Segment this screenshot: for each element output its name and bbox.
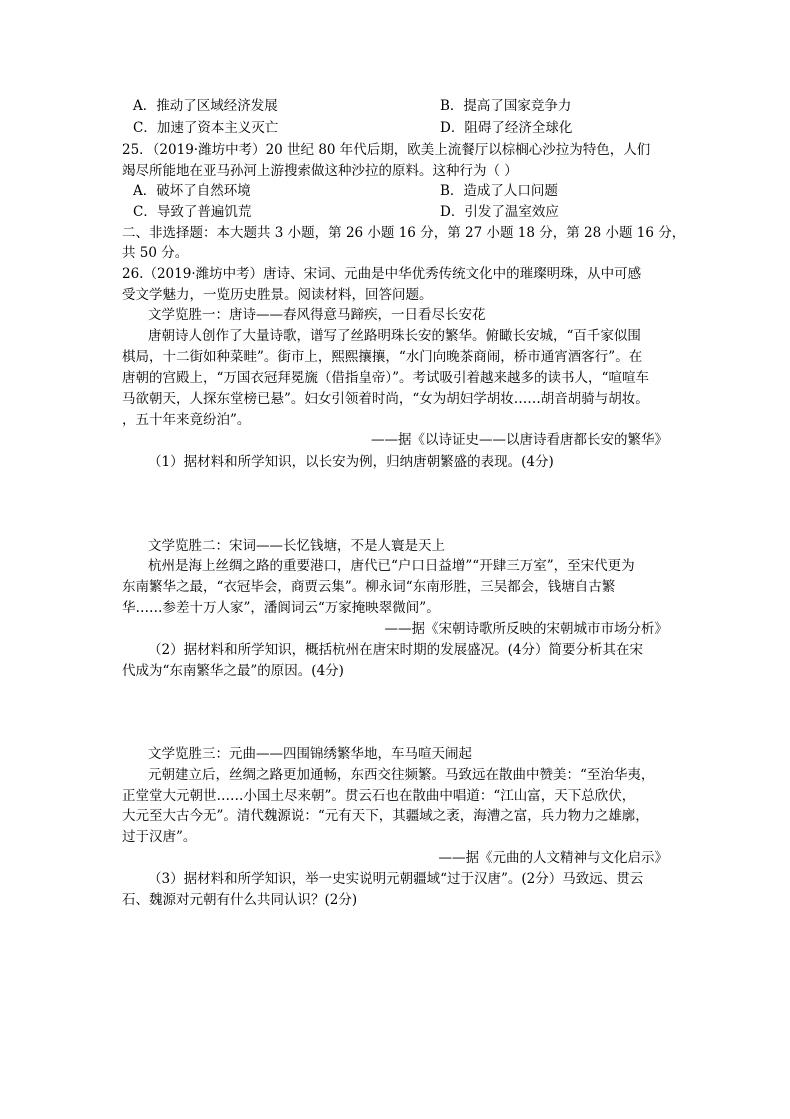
part2-heading: 文学览胜二：宋词——长忆钱塘，不是人寰是天上 [148,538,445,554]
part1-text-line: 棋局，十二街如种菜畦”。街市上，熙熙攘攘，“水门向晚茶商闹，桥市通宵酒客行”。在 [122,349,643,365]
part1-text-line: 唐朝的宫殿上，“万国衣冠拜冕旒（借指皇帝）”。考试吸引着越来越多的读书人，“喧喧车 [122,370,649,386]
part2-text-line: 杭州是海上丝绸之路的重要港口，唐代已“户口日益增”“开肆三万室”，至宋代更为 [148,558,635,574]
q25-option-c: C．导致了普遍饥荒 [133,204,252,220]
part3-heading: 文学览胜三：元曲——四围锦绣繁华地，车马喧天闹起 [148,746,472,762]
part1-heading: 文学览胜一：唐诗——春风得意马蹄疾，一日看尽长安花 [148,307,486,323]
q26-intro-line1: 26.（2019·潍坊中考）唐诗、宋词、元曲是中华优秀传统文化中的璀璨明珠，从中可感 [122,266,642,282]
q25-option-d: D．引发了温室效应 [440,204,559,220]
part3-text-line: 大元至大古今无”。清代魏源说：“元有天下，其疆域之袤，海漕之富，兵力物力之雄廓， [122,808,649,824]
part2-question-line1: （2）据材料和所学知识，概括杭州在唐宋时期的发展盛况。(4分）简要分析其在宋 [148,642,643,658]
part2-question-line2: 代成为“东南繁华之最”的原因。(4分) [122,663,344,679]
part1-question: （1）据材料和所学知识，以长安为例，归纳唐朝繁盛的表现。(4分) [148,454,554,470]
q24-option-c: C．加速了资本主义灭亡 [133,120,279,136]
q25-option-a: A．破坏了自然环境 [133,183,251,199]
part2-text-line: 华……参差十万人家”，潘阆词云“万家掩映翠微间”。 [122,600,440,616]
q25-stem-line1: 25．（2019·潍坊中考）20 世纪 80 年代后期，欧美上流餐厅以棕榈心沙拉为特色，人们 [122,142,651,158]
part3-text-line: 正堂堂大元朝世……小国土尽来朝”。贯云石也在散曲中唱道：“江山富，天下总欣伏， [122,788,636,804]
part1-text-line: 马欲朝天，人探东堂榜已悬”。妇女引领着时尚，“女为胡妇学胡妆……胡音胡骑与胡妆。 [122,391,649,407]
part3-question-line1: （3）据材料和所学知识，举一史实说明元朝疆域“过于汉唐”。(2分）马致远、贯云 [148,871,644,887]
part3-text-line: 过于汉唐”。 [122,829,197,845]
q24-option-a: A．推动了区域经济发展 [133,98,278,114]
part3-question-line2: 石、魏源对元朝有什么共同认识？(2分) [122,892,358,908]
q24-option-b: B．提高了国家竞争力 [440,98,572,114]
part1-text-line: ，五十年来竟纷泊”。 [122,412,251,428]
q25-stem-line2: 竭尽所能地在亚马孙河上游搜索做这种沙拉的原料。这种行为（ ） [122,163,518,179]
q26-intro-line2: 受文学魅力，一览历史胜景。阅读材料，回答问题。 [122,287,433,303]
part1-source: ——据《以诗证史——以唐诗看唐都长安的繁华》 [371,432,668,448]
q24-option-d: D．阻碍了经济全球化 [440,120,573,136]
part2-text-line: 东南繁华之最，“衣冠毕会，商贾云集”。柳永词“东南形胜，三吴都会，钱塘自古繁 [122,579,616,595]
part1-text-line: 唐朝诗人创作了大量诗歌，谱写了丝路明珠长安的繁华。俯瞰长安城，“百千家似围 [148,328,641,344]
part2-source: ——据《宋朝诗歌所反映的宋朝城市市场分析》 [384,621,668,637]
part3-text-line: 元朝建立后，丝绸之路更加通畅，东西交往频繁。马致远在散曲中赞美：“至治华夷， [148,767,655,783]
section2-heading-line1: 二、非选择题：本大题共 3 小题，第 26 小题 16 分，第 27 小题 18 分，第 28 小题 16 分， [122,225,686,241]
part3-source: ——据《元曲的人文精神与文化启示》 [438,850,668,866]
section2-heading-line2: 共 50 分。 [122,245,189,261]
q25-option-b: B．造成了人口问题 [440,183,558,199]
